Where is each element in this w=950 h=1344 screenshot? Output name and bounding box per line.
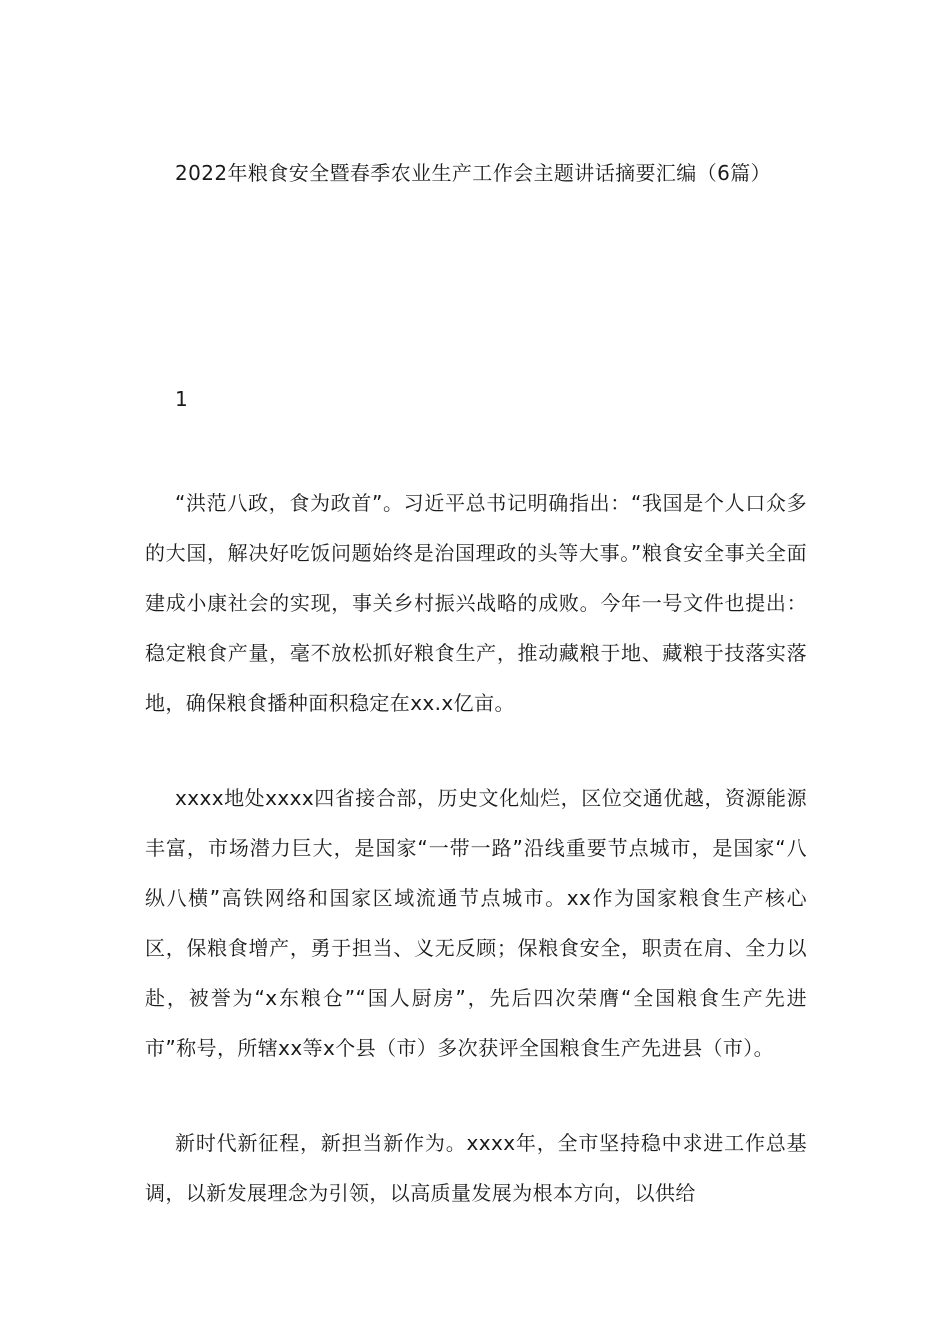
- paragraph-2: xxxx地处xxxx四省接合部，历史文化灿烂，区位交通优越，资源能源丰富，市场潜力巨大，是国家“一带一路”沿线重要节点城市，是国家“八纵八横”高铁网络和国家区域流通节点城市。xx作为国家粮食生产核心区，保粮食增产，勇于担当、义无反顾；保粮食安全，职责在肩、全力以赴，被誉为“x东粮仓”“国人厨房”，先后四次荣膺“全国粮食生产先进市”称号，所辖xx等x个县（市）多次获评全国粮食生产先进县（市）。: [145, 786, 807, 1060]
- paragraph-1: “洪范八政，食为政首”。习近平总书记明确指出：“我国是个人口众多的大国，解决好吃饭问题始终是治国理政的头等大事。”粮食安全事关全面建成小康社会的实现，事关乡村振兴战略的成败。今年一号文件也提出：稳定粮食产量，毫不放松抓好粮食生产，推动藏粮于地、藏粮于技落实落地，确保粮食播种面积稳定在xx.x亿亩。: [145, 491, 807, 715]
- document-title: 2022年粮食安全暨春季农业生产工作会主题讲话摘要汇编（6篇）: [175, 161, 772, 185]
- paragraph-3: 新时代新征程，新担当新作为。xxxx年，全市坚持稳中求进工作总基调，以新发展理念为引领，以高质量发展为根本方向，以供给: [145, 1131, 807, 1205]
- section-number: 1: [175, 387, 189, 411]
